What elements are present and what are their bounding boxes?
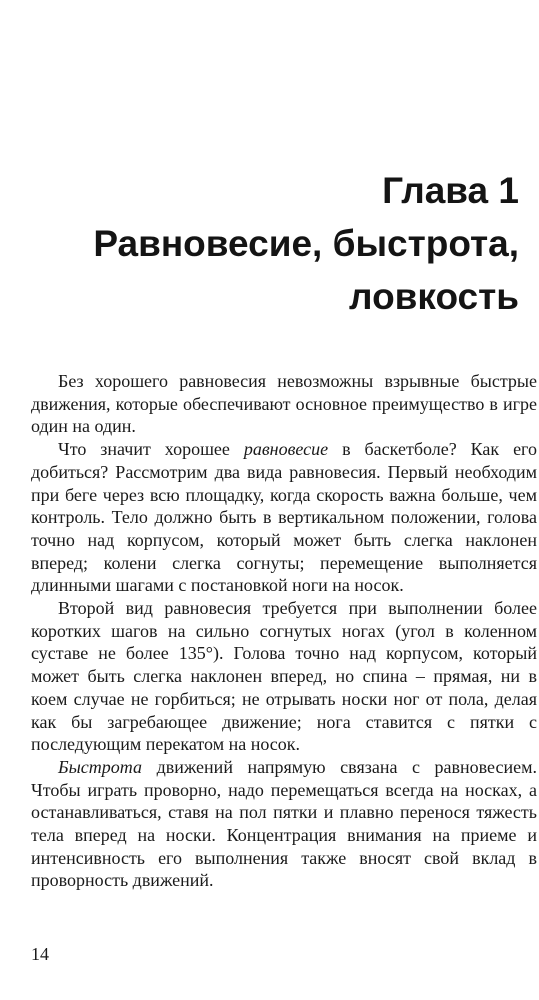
term-balance: равновесие (243, 439, 329, 460)
paragraph-2-start: Что значит хорошее (58, 439, 244, 460)
chapter-number: Глава 1 (382, 170, 519, 211)
paragraph-2 (31, 438, 537, 597)
page-number: 14 (31, 944, 49, 964)
paragraph-3: Второй вид равновесия требуется при выполнении более коротких шагов на сильно согнутых ногах (угол в коленном суставе не более 135°). Голова точно над корпусом, который может быть слегка наклонен вперед, но спина – прямая, ни в коем случае не горбиться; не отрывать носки ног от пола, делая как бы загребающее движение; нога ставится с пятки с последующим перекатом на носок. (31, 598, 537, 755)
term-speed: Быстрота (58, 756, 143, 777)
body-text (31, 370, 537, 892)
paragraph-4 (31, 756, 537, 892)
paragraph-2-rest: в баскетболе? Как его добиться? Рассмотрим два вида равновесия. Первый необходим при беге через всю площадку, когда скорость важна больше, чем контроль. Тело должно быть в вертикальном положении, голова точно над корпусом, который может быть слегка наклонен вперед; колени слегка согнуты; перемещение выполняется длинными шагами с постановкой ноги на носок. (31, 439, 537, 596)
paragraph-4-rest: движений напрямую связана с равновесием. Чтобы играть проворно, надо перемещаться всегда на носках, а останавливаться, ставя на пол пятки и плавно перенося тяжесть тела вперед на носки. Концентрация внимания на приеме и интенсивность его выполнения также вносят свой вклад в проворность движений. (31, 756, 537, 891)
chapter-title-line-1: Равновесие, быстрота, (93, 223, 519, 264)
paragraph-1: Без хорошего равновесия невозможны взрывные быстрые движения, которые обеспечивают основное преимущество в игре один на один. (31, 371, 537, 437)
chapter-heading (93, 164, 519, 323)
chapter-title-line-2: ловкость (349, 276, 519, 317)
